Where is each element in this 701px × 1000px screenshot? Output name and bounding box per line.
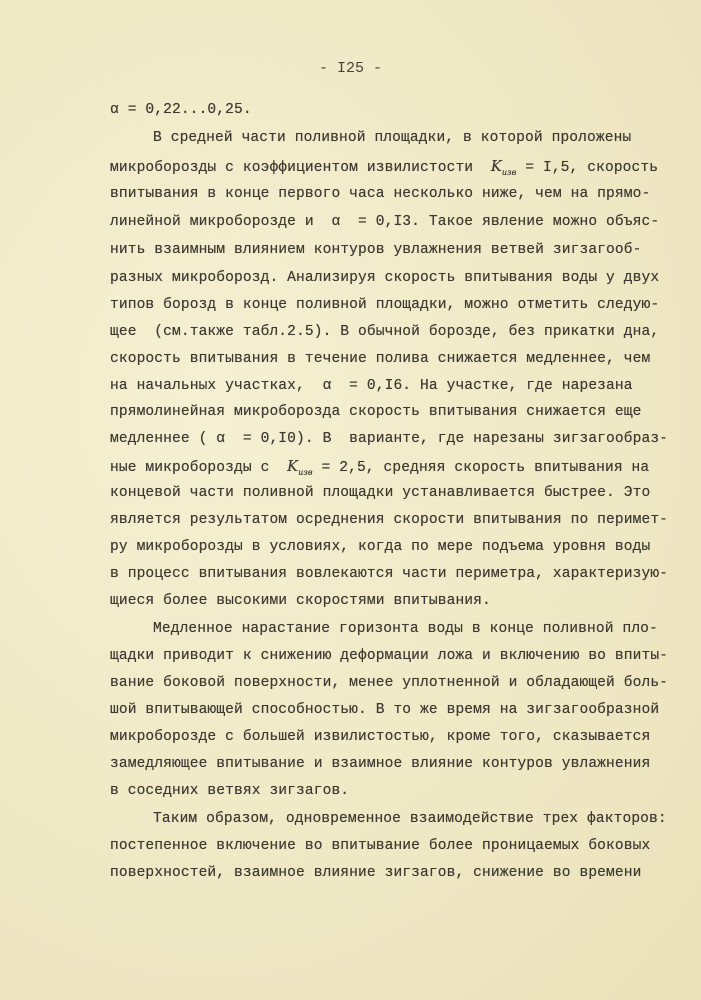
formula-k-izv <box>287 458 313 475</box>
text-line <box>110 729 658 745</box>
text-segment: щадки приводит к снижению деформации ложа и включению во впиты- <box>110 648 669 664</box>
text-line <box>110 539 658 555</box>
text-segment: скорость впитывания в течение полива снижается медленнее, чем <box>110 351 651 367</box>
text-segment: микроборозде с большей извилистостью, кроме того, сказывается <box>110 729 651 745</box>
text-segment: шой впитывающей способностью. В то же время на зигзагообразной <box>110 702 660 718</box>
text-line <box>110 351 658 367</box>
text-segment: является результатом осреднения скорости впитывания по перимет- <box>110 512 669 528</box>
text-line <box>110 431 669 447</box>
text-line <box>110 378 658 394</box>
text-line <box>110 675 669 691</box>
text-line <box>110 404 658 420</box>
text-line <box>110 297 658 313</box>
text-line <box>110 566 669 582</box>
text-line <box>110 324 658 340</box>
text-line <box>153 130 658 146</box>
text-line <box>153 811 667 827</box>
text-segment: замедляющее впитывание и взаимное влияние контуров увлажнения <box>110 756 651 772</box>
text-line <box>110 702 658 718</box>
text-line <box>110 838 658 854</box>
formula-k-izv <box>491 158 517 175</box>
text-segment: медленнее ( α = 0,I0). В варианте, где нарезаны зигзагообраз- <box>110 431 669 447</box>
formula-subscript: изв <box>298 467 313 477</box>
text-line <box>110 158 658 177</box>
text-segment: постепенное включение во впитывание более проницаемых боковых <box>110 838 651 854</box>
text-segment: = I,5, скорость <box>516 160 659 176</box>
text-segment: впитывания в конце первого часа несколько ниже, чем на прямо- <box>110 186 651 202</box>
text-line <box>110 865 658 881</box>
text-segment: щиеся более высокими скоростями впитывания. <box>110 593 491 609</box>
text-line <box>110 756 658 772</box>
text-segment: концевой части поливной площадки устанавливается быстрее. Это <box>110 485 651 501</box>
text-segment: ру микроборозды в условиях, когда по мере подъема уровня воды <box>110 539 651 555</box>
text-segment: микроборозды с коэффициентом извилистости <box>110 160 491 176</box>
text-line <box>110 593 658 609</box>
text-line <box>110 214 658 230</box>
formula-symbol: K <box>490 158 502 175</box>
text-segment: щее (см.также табл.2.5). В обычной борозде, без прикатки дна, <box>110 324 660 340</box>
page-number: - I25 - <box>318 60 382 77</box>
text-segment: В средней части поливной площадки, в которой проложены <box>153 130 632 146</box>
text-segment: вание боковой поверхности, менее уплотненной и обладающей боль- <box>110 675 669 691</box>
text-segment: α = 0,22...0,25. <box>110 102 252 118</box>
text-segment: типов борозд в конце поливной площадки, можно отметить следую- <box>110 297 660 313</box>
formula-subscript: изв <box>501 167 517 177</box>
text-line <box>110 242 658 258</box>
text-segment: поверхностей, взаимное влияние зигзагов, снижение во времени <box>110 865 642 881</box>
text-line <box>110 270 658 286</box>
text-line <box>110 648 669 664</box>
text-line <box>110 783 658 799</box>
text-segment: Медленное нарастание горизонта воды в конце поливной пло- <box>153 621 658 637</box>
formula-symbol: K <box>287 458 299 475</box>
text-line <box>110 485 658 501</box>
text-line <box>110 102 658 118</box>
text-segment: ные микроборозды с <box>110 460 288 476</box>
text-line <box>153 621 658 637</box>
text-segment: нить взаимным влиянием контуров увлажнения ветвей зигзагооб- <box>110 242 642 258</box>
text-segment: линейной микроборозде и α = 0,I3. Такое явление можно объяс- <box>110 214 660 230</box>
text-line <box>110 458 658 477</box>
text-segment: разных микроборозд. Анализируя скорость впитывания воды у двух <box>110 270 660 286</box>
text-line <box>110 186 658 202</box>
text-segment: в процесс впитывания вовлекаются части периметра, характеризую- <box>110 566 669 582</box>
text-segment: прямолинейная микроборозда скорость впитывания снижается еще <box>110 404 642 420</box>
text-line <box>110 512 669 528</box>
text-segment: на начальных участках, α = 0,I6. На участке, где нарезана <box>110 378 633 394</box>
text-segment: Таким образом, одновременное взаимодействие трех факторов: <box>153 811 667 827</box>
text-segment: = 2,5, средняя скорость впитывания на <box>312 460 650 476</box>
text-segment: в соседних ветвях зигзагов. <box>110 783 350 799</box>
